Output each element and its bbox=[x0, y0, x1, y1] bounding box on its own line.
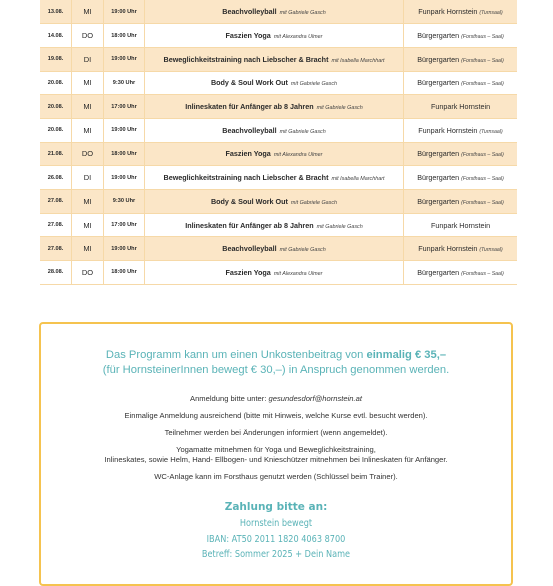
course-name: Body & Soul Work Out bbox=[210, 78, 288, 88]
location-name: Funpark Hornstein bbox=[418, 244, 478, 254]
course-cell bbox=[145, 213, 404, 237]
location-note: (Turnsaal) bbox=[479, 10, 503, 17]
course-cell bbox=[145, 95, 404, 119]
location-note: (Forsthaus – Saal) bbox=[461, 81, 504, 88]
trainer-name: mit Isabella Marchhart bbox=[331, 176, 385, 183]
course-name: Faszien Yoga bbox=[225, 149, 271, 159]
date-cell: 27.08. bbox=[40, 213, 72, 237]
trainer-name: mit Gabriele Gasch bbox=[316, 105, 363, 112]
time-cell: 18:00 Uhr bbox=[104, 24, 145, 48]
course-cell bbox=[145, 118, 404, 142]
location-note: (Forsthaus – Saal) bbox=[461, 199, 504, 206]
schedule-row bbox=[40, 142, 517, 166]
info-box bbox=[39, 322, 513, 586]
weekday-cell: MI bbox=[72, 213, 104, 237]
equipment-line-1: Yogamatte mitnehmen für Yoga und Beweglichkeitstraining, bbox=[176, 445, 376, 454]
signup-email-link[interactable]: gesundesdorf@hornstein.at bbox=[268, 394, 362, 403]
weekday-cell: DO bbox=[72, 261, 104, 285]
trainer-name: mit Gabriele Gasch bbox=[279, 10, 326, 17]
info-lines bbox=[41, 394, 511, 489]
date-cell: 14.08. bbox=[40, 24, 72, 48]
location-name: Bürgergarten bbox=[417, 78, 460, 88]
price-notice-reduced: (für HornsteinerInnen bewegt € 30,–) in Anspruch genommen werden. bbox=[102, 364, 450, 376]
schedule-row bbox=[40, 0, 517, 24]
time-cell: 17:00 Uhr bbox=[104, 213, 145, 237]
course-name: Beweglichkeitstraining nach Liebscher & Bracht bbox=[163, 54, 329, 64]
price-notice bbox=[41, 348, 511, 378]
payment-reference: Betreff: Sommer 2025 + Dein Name bbox=[201, 549, 351, 560]
location-cell bbox=[404, 261, 518, 285]
weekday-cell: MI bbox=[72, 118, 104, 142]
date-cell: 28.08. bbox=[40, 261, 72, 285]
equipment-line-2: Inlineskates, sowie Helm, Hand- Ellbogen- und Knieschützer mitnehmen bei Inlineskaten für Anfänger. bbox=[104, 454, 448, 464]
schedule-row bbox=[40, 118, 517, 142]
date-cell: 26.08. bbox=[40, 166, 72, 190]
weekday-cell: DI bbox=[72, 166, 104, 190]
course-name: Beachvolleyball bbox=[222, 244, 277, 254]
date-cell: 19.08. bbox=[40, 47, 72, 71]
time-cell: 19:00 Uhr bbox=[104, 0, 145, 24]
course-name: Faszien Yoga bbox=[225, 31, 271, 41]
trainer-name: mit Alexandra Ulmer bbox=[273, 34, 323, 41]
schedule-body bbox=[40, 0, 517, 284]
payment-title: Zahlung bitte an: bbox=[224, 501, 328, 513]
weekday-cell: DI bbox=[72, 47, 104, 71]
date-cell: 13.08. bbox=[40, 0, 72, 24]
price-amount: einmalig € 35,– bbox=[366, 349, 447, 361]
wc-line: WC-Anlage kann im Forsthaus genutzt werden (Schlüssel beim Trainer). bbox=[154, 471, 398, 481]
location-name: Bürgergarten bbox=[417, 149, 460, 159]
trainer-name: mit Gabriele Gasch bbox=[290, 199, 338, 206]
weekday-cell: DO bbox=[72, 24, 104, 48]
location-note: (Forsthaus – Saal) bbox=[461, 270, 504, 277]
trainer-name: mit Alexandra Ulmer bbox=[273, 152, 323, 159]
location-cell bbox=[404, 24, 518, 48]
weekday-cell: MI bbox=[72, 0, 104, 24]
schedule-row bbox=[40, 237, 517, 261]
schedule-row bbox=[40, 213, 517, 237]
course-name: Beweglichkeitstraining nach Liebscher & Bracht bbox=[163, 173, 329, 183]
location-note: (Forsthaus – Saal) bbox=[461, 57, 504, 64]
course-cell bbox=[145, 190, 404, 214]
schedule-row bbox=[40, 190, 517, 214]
signup-label: Anmeldung bitte unter: bbox=[190, 394, 269, 403]
time-cell: 9:30 Uhr bbox=[104, 71, 145, 95]
course-cell bbox=[145, 24, 404, 48]
course-name: Body & Soul Work Out bbox=[210, 196, 288, 206]
time-cell: 19:00 Uhr bbox=[104, 237, 145, 261]
schedule-row bbox=[40, 24, 517, 48]
location-note: (Turnsaal) bbox=[479, 247, 503, 254]
date-cell: 20.08. bbox=[40, 71, 72, 95]
price-notice-prefix: Das Programm kann um einen Unkostenbeitrag von bbox=[105, 349, 367, 361]
time-cell: 19:00 Uhr bbox=[104, 166, 145, 190]
equipment-lines bbox=[41, 445, 511, 464]
location-note: (Forsthaus – Saal) bbox=[461, 152, 504, 159]
time-cell: 17:00 Uhr bbox=[104, 95, 145, 119]
location-cell bbox=[404, 71, 518, 95]
trainer-name: mit Gabriele Gasch bbox=[290, 81, 338, 88]
course-name: Inlineskaten für Anfänger ab 8 Jahren bbox=[185, 102, 314, 112]
location-cell bbox=[404, 190, 518, 214]
location-cell bbox=[404, 237, 518, 261]
weekday-cell: MI bbox=[72, 71, 104, 95]
time-cell: 18:00 Uhr bbox=[104, 142, 145, 166]
weekday-cell: MI bbox=[72, 190, 104, 214]
time-cell: 19:00 Uhr bbox=[104, 47, 145, 71]
location-name: Bürgergarten bbox=[417, 173, 460, 183]
location-cell bbox=[404, 0, 518, 24]
course-name: Beachvolleyball bbox=[222, 125, 277, 135]
time-cell: 19:00 Uhr bbox=[104, 118, 145, 142]
course-cell bbox=[145, 0, 404, 24]
signup-line bbox=[41, 394, 511, 404]
weekday-cell: MI bbox=[72, 237, 104, 261]
date-cell: 27.08. bbox=[40, 190, 72, 214]
date-cell: 20.08. bbox=[40, 118, 72, 142]
signup-once-line: Einmalige Anmeldung ausreichend (bitte mit Hinweis, welche Kurse evtl. besucht werden). bbox=[124, 411, 428, 420]
location-note: (Forsthaus – Saal) bbox=[461, 34, 504, 41]
location-name: Bürgergarten bbox=[417, 196, 460, 206]
location-note: (Turnsaal) bbox=[479, 128, 503, 135]
schedule-row bbox=[40, 166, 517, 190]
location-name: Funpark Hornstein bbox=[430, 220, 491, 230]
date-cell: 20.08. bbox=[40, 95, 72, 119]
changes-line: Teilnehmer werden bei Änderungen informiert (wenn angemeldet). bbox=[164, 428, 388, 437]
weekday-cell: MI bbox=[72, 95, 104, 119]
location-cell bbox=[404, 95, 518, 119]
time-cell: 9:30 Uhr bbox=[104, 190, 145, 214]
schedule-row bbox=[40, 261, 517, 285]
location-note: (Forsthaus – Saal) bbox=[461, 176, 504, 183]
trainer-name: mit Alexandra Ulmer bbox=[273, 270, 323, 277]
course-cell bbox=[145, 237, 404, 261]
location-cell bbox=[404, 142, 518, 166]
trainer-name: mit Gabriele Gasch bbox=[279, 247, 326, 254]
course-cell bbox=[145, 142, 404, 166]
date-cell: 27.08. bbox=[40, 237, 72, 261]
course-cell bbox=[145, 261, 404, 285]
location-name: Funpark Hornstein bbox=[418, 125, 478, 135]
course-name: Beachvolleyball bbox=[222, 7, 277, 17]
location-name: Bürgergarten bbox=[417, 31, 460, 41]
course-name: Faszien Yoga bbox=[225, 267, 271, 277]
trainer-name: mit Isabella Marchhart bbox=[331, 57, 385, 64]
date-cell: 21.08. bbox=[40, 142, 72, 166]
weekday-cell: DO bbox=[72, 142, 104, 166]
course-name: Inlineskaten für Anfänger ab 8 Jahren bbox=[185, 220, 314, 230]
location-cell bbox=[404, 213, 518, 237]
location-cell bbox=[404, 47, 518, 71]
schedule-row bbox=[40, 47, 517, 71]
schedule-row bbox=[40, 71, 517, 95]
trainer-name: mit Gabriele Gasch bbox=[279, 128, 326, 135]
location-name: Bürgergarten bbox=[417, 54, 460, 64]
location-name: Bürgergarten bbox=[417, 267, 460, 277]
course-cell bbox=[145, 47, 404, 71]
payment-block bbox=[41, 501, 511, 563]
schedule-row bbox=[40, 95, 517, 119]
trainer-name: mit Gabriele Gasch bbox=[316, 223, 363, 230]
payment-iban: IBAN: AT50 2011 1820 4063 8700 bbox=[206, 533, 346, 545]
location-cell bbox=[404, 166, 518, 190]
time-cell: 18:00 Uhr bbox=[104, 261, 145, 285]
schedule-table bbox=[40, 0, 517, 285]
payment-recipient: Hornstein bewegt bbox=[239, 518, 313, 529]
location-cell bbox=[404, 118, 518, 142]
location-name: Funpark Hornstein bbox=[430, 102, 491, 112]
location-name: Funpark Hornstein bbox=[418, 7, 478, 17]
course-cell bbox=[145, 71, 404, 95]
course-cell bbox=[145, 166, 404, 190]
